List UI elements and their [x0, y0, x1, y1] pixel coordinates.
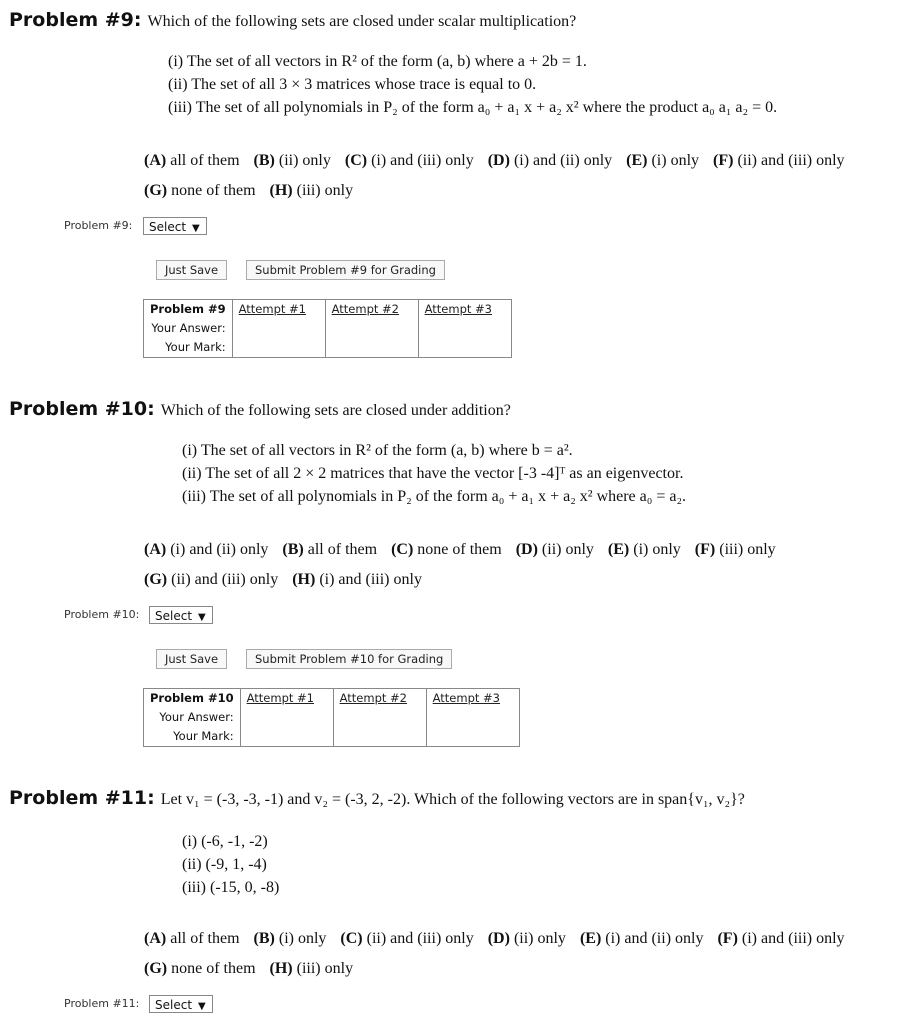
- problem-9-item-3: (iii) The set of all polynomials in P₂ of the form a₀ + a₁ x + a₂ x² where the product a₀ a₁ a₂ = 0.: [168, 99, 778, 116]
- your-mark-label: Your Mark:: [173, 729, 234, 743]
- option-d: (D) (ii) only: [487, 930, 566, 947]
- problem-11-item-1: (i) (-6, -1, -2): [182, 833, 268, 850]
- problem-9-answer-select[interactable]: [143, 217, 207, 235]
- option-f: (F) (iii) only: [694, 541, 776, 558]
- attempt-2-column: [325, 300, 418, 358]
- your-answer-label: Your Answer:: [159, 710, 234, 724]
- problem-11-options-line-2: [144, 954, 855, 984]
- option-a: (A) all of them: [144, 930, 240, 947]
- select-value: Select: [155, 609, 193, 623]
- problem-11-options-line-1: [144, 924, 855, 954]
- problem-9-options: [144, 146, 855, 206]
- problem-9-heading: [9, 9, 576, 31]
- problem-10-item-3: (iii) The set of all polynomials in P₂ of the form a₀ + a₁ x + a₂ x² where a₀ = a₂.: [182, 488, 687, 505]
- problem-11-heading: [9, 787, 745, 809]
- option-g: (G) (ii) and (iii) only: [144, 571, 279, 588]
- attempt-3-column: [418, 300, 511, 358]
- problem-10-options: [144, 535, 786, 595]
- attempt-3-column: [426, 689, 519, 747]
- dropdown-arrow-icon: ▼: [198, 1001, 206, 1012]
- option-g: (G) none of them: [144, 182, 256, 199]
- option-c: (C) (i) and (iii) only: [344, 152, 474, 169]
- problem-10-attempts-table: [143, 688, 520, 747]
- problem-10-item-2: (ii) The set of all 2 × 2 matrices that have the vector [-3 -4]ᵀ as an eigenvector.: [182, 465, 684, 482]
- problem-11-number: Problem #11:: [9, 787, 155, 809]
- attempt-1-link[interactable]: Attempt #1: [238, 302, 306, 316]
- attempts-table-labels: [144, 689, 241, 747]
- table-header: Problem #9: [150, 302, 226, 316]
- problem-10-select-label: Problem #10:: [64, 608, 140, 621]
- problem-11-item-3: (iii) (-15, 0, -8): [182, 879, 280, 896]
- problem-11-item-2: (ii) (-9, 1, -4): [182, 856, 267, 873]
- problem-9-item-1: (i) The set of all vectors in R² of the form (a, b) where a + 2b = 1.: [168, 53, 587, 70]
- problem-9-question: Which of the following sets are closed under scalar multiplication?: [147, 13, 577, 30]
- attempt-2-link[interactable]: Attempt #2: [339, 691, 407, 705]
- problem-11-options: [144, 924, 855, 984]
- select-value: Select: [149, 220, 187, 234]
- problem-10-options-line-1: [144, 535, 786, 565]
- option-e: (E) (i) and (ii) only: [579, 930, 704, 947]
- option-c: (C) none of them: [391, 541, 502, 558]
- attempt-2-column: [333, 689, 426, 747]
- option-a: (A) all of them: [144, 152, 240, 169]
- your-answer-label: Your Answer:: [151, 321, 226, 335]
- problem-9-options-line-2: [144, 176, 855, 206]
- problem-10-question: Which of the following sets are closed under addition?: [160, 402, 511, 419]
- option-e: (E) (i) only: [626, 152, 700, 169]
- option-c: (C) (ii) and (iii) only: [340, 930, 474, 947]
- your-mark-label: Your Mark:: [165, 340, 226, 354]
- problem-9-just-save-button[interactable]: Just Save: [156, 260, 227, 280]
- option-d: (D) (i) and (ii) only: [487, 152, 613, 169]
- problem-10-options-line-2: [144, 565, 786, 595]
- problem-9-select-label: Problem #9:: [64, 219, 133, 232]
- attempt-1-column: [232, 300, 325, 358]
- option-b: (B) all of them: [282, 541, 378, 558]
- problem-10-submit-button[interactable]: Submit Problem #10 for Grading: [246, 649, 452, 669]
- dropdown-arrow-icon: ▼: [198, 612, 206, 623]
- attempts-table-labels: [144, 300, 233, 358]
- problem-10-heading: [9, 398, 511, 420]
- option-g: (G) none of them: [144, 960, 256, 977]
- option-e: (E) (i) only: [607, 541, 681, 558]
- option-f: (F) (i) and (iii) only: [717, 930, 845, 947]
- table-header: Problem #10: [150, 691, 234, 705]
- select-value: Select: [155, 998, 193, 1012]
- option-h: (H) (iii) only: [269, 960, 354, 977]
- option-b: (B) (i) only: [253, 930, 327, 947]
- problem-9-submit-button[interactable]: Submit Problem #9 for Grading: [246, 260, 445, 280]
- option-d: (D) (ii) only: [515, 541, 594, 558]
- problem-11-answer-select[interactable]: [149, 995, 213, 1013]
- attempt-3-link[interactable]: Attempt #3: [432, 691, 500, 705]
- problem-9-attempts-table: [143, 299, 512, 358]
- dropdown-arrow-icon: ▼: [192, 223, 200, 234]
- attempt-1-column: [240, 689, 333, 747]
- attempt-1-link[interactable]: Attempt #1: [246, 691, 314, 705]
- option-h: (H) (iii) only: [269, 182, 354, 199]
- option-b: (B) (ii) only: [253, 152, 331, 169]
- problem-11-select-label: Problem #11:: [64, 997, 140, 1010]
- option-h: (H) (i) and (iii) only: [292, 571, 422, 588]
- option-a: (A) (i) and (ii) only: [144, 541, 269, 558]
- problem-10-answer-select[interactable]: [149, 606, 213, 624]
- problem-9-options-line-1: [144, 146, 855, 176]
- option-f: (F) (ii) and (iii) only: [713, 152, 845, 169]
- problem-10-item-1: (i) The set of all vectors in R² of the form (a, b) where b = a².: [182, 442, 573, 459]
- problem-11-question: Let v₁ = (-3, -3, -1) and v₂ = (-3, 2, -2). Which of the following vectors are in span{v₁, v₂}?: [160, 791, 745, 808]
- attempt-2-link[interactable]: Attempt #2: [331, 302, 399, 316]
- problem-9-number: Problem #9:: [9, 9, 142, 31]
- problem-10-number: Problem #10:: [9, 398, 155, 420]
- problem-9-item-2: (ii) The set of all 3 × 3 matrices whose trace is equal to 0.: [168, 76, 537, 93]
- attempt-3-link[interactable]: Attempt #3: [424, 302, 492, 316]
- problem-10-just-save-button[interactable]: Just Save: [156, 649, 227, 669]
